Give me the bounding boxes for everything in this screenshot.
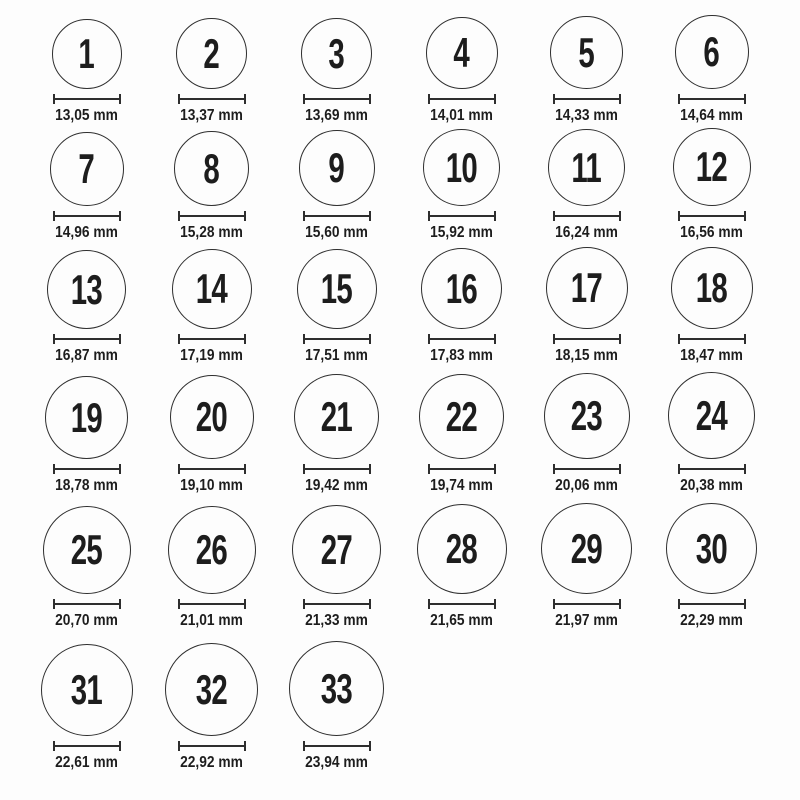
- diameter-measure-line: [303, 599, 371, 609]
- ring-circle: [541, 503, 632, 594]
- diameter-label: 22,92 mm: [180, 754, 243, 771]
- ring-size-cell: [524, 503, 649, 631]
- ring-size-number: 25: [70, 526, 103, 573]
- ring-size-number: 29: [570, 524, 603, 572]
- ring-size-number: 26: [195, 526, 228, 573]
- ring-size-number: 28: [445, 525, 478, 572]
- diameter-measure-line: [53, 599, 121, 609]
- diameter-label: 20,38 mm: [680, 477, 743, 494]
- diameter-measure-line: [678, 599, 746, 609]
- ring-size-cell: [399, 504, 524, 631]
- chart-row: [24, 243, 800, 366]
- diameter-label: 13,69 mm: [305, 107, 368, 124]
- ring-circle: [675, 15, 749, 89]
- diameter-label: 20,06 mm: [555, 477, 618, 494]
- ring-circle: [176, 18, 247, 89]
- ring-circle: [289, 641, 384, 736]
- ring-size-cell: [274, 249, 399, 366]
- diameter-measure-line: [53, 334, 121, 344]
- ring-size-number: 21: [320, 392, 353, 440]
- ring-size-number: 19: [70, 393, 103, 441]
- ring-size-cell: [24, 250, 149, 366]
- ring-size-number: 27: [320, 525, 353, 573]
- ring-size-cell: [274, 374, 399, 496]
- diameter-label: 13,37 mm: [180, 107, 243, 124]
- diameter-label: 14,64 mm: [680, 107, 743, 124]
- ring-circle: [172, 249, 252, 329]
- diameter-label: 14,96 mm: [55, 224, 118, 241]
- diameter-label: 20,70 mm: [55, 612, 118, 629]
- diameter-measure-line: [553, 211, 621, 221]
- ring-size-cell: [399, 248, 524, 366]
- ring-size-number: 31: [70, 666, 103, 713]
- diameter-measure-line: [678, 211, 746, 221]
- ring-size-cell: [399, 374, 524, 496]
- diameter-measure-line: [178, 741, 246, 751]
- ring-size-cell: [24, 644, 149, 773]
- ring-size-number: 33: [320, 664, 353, 712]
- diameter-measure-line: [178, 211, 246, 221]
- ring-circle: [41, 644, 133, 736]
- diameter-measure-line: [178, 94, 246, 104]
- ring-size-cell: [149, 506, 274, 631]
- ring-size-number: 9: [328, 144, 345, 191]
- diameter-label: 18,47 mm: [680, 347, 743, 364]
- ring-size-number: 5: [578, 28, 595, 76]
- ring-circle: [50, 132, 124, 206]
- ring-size-cell: [274, 18, 399, 126]
- ring-size-cell: [649, 128, 774, 243]
- diameter-measure-line: [178, 599, 246, 609]
- ring-size-number: 2: [203, 29, 220, 77]
- ring-circle: [47, 250, 126, 329]
- diameter-label: 21,97 mm: [555, 612, 618, 629]
- diameter-measure-line: [678, 94, 746, 104]
- ring-circle: [419, 374, 504, 459]
- diameter-label: 16,87 mm: [55, 347, 118, 364]
- ring-size-cell: [649, 372, 774, 496]
- ring-circle: [299, 130, 375, 206]
- diameter-measure-line: [53, 94, 121, 104]
- ring-size-number: 30: [695, 524, 728, 572]
- ring-size-cell: [524, 373, 649, 496]
- ring-size-number: 13: [70, 265, 103, 313]
- diameter-label: 21,65 mm: [430, 612, 493, 629]
- ring-size-cell: [274, 505, 399, 631]
- ring-size-cell: [149, 375, 274, 496]
- ring-circle: [170, 375, 254, 459]
- ring-size-number: 23: [570, 392, 603, 439]
- ring-size-number: 10: [445, 143, 478, 191]
- diameter-label: 16,24 mm: [555, 224, 618, 241]
- chart-row: [24, 4, 800, 126]
- ring-size-number: 1: [78, 30, 95, 77]
- ring-size-number: 20: [195, 393, 228, 440]
- diameter-measure-line: [53, 211, 121, 221]
- ring-circle: [421, 248, 502, 329]
- ring-circle: [417, 504, 507, 594]
- diameter-label: 13,05 mm: [55, 107, 118, 124]
- ring-size-number: 18: [695, 264, 728, 311]
- ring-circle: [671, 247, 753, 329]
- ring-size-cell: [149, 131, 274, 243]
- ring-circle: [301, 18, 372, 89]
- diameter-measure-line: [678, 464, 746, 474]
- diameter-label: 21,33 mm: [305, 612, 368, 629]
- diameter-measure-line: [553, 94, 621, 104]
- diameter-measure-line: [428, 599, 496, 609]
- diameter-label: 17,83 mm: [430, 347, 493, 364]
- ring-size-number: 7: [78, 145, 95, 192]
- ring-size-number: 14: [195, 265, 228, 312]
- chart-row: [24, 631, 800, 773]
- diameter-measure-line: [303, 464, 371, 474]
- ring-circle: [294, 374, 379, 459]
- diameter-measure-line: [553, 334, 621, 344]
- diameter-measure-line: [303, 94, 371, 104]
- diameter-label: 16,56 mm: [680, 224, 743, 241]
- ring-size-cell: [24, 506, 149, 631]
- diameter-measure-line: [428, 334, 496, 344]
- diameter-measure-line: [428, 464, 496, 474]
- diameter-label: 21,01 mm: [180, 612, 243, 629]
- ring-size-number: 32: [195, 665, 228, 713]
- ring-size-cell: [524, 16, 649, 126]
- diameter-measure-line: [53, 741, 121, 751]
- ring-size-cell: [399, 17, 524, 126]
- diameter-label: 19,10 mm: [180, 477, 243, 494]
- ring-size-cell: [149, 249, 274, 366]
- chart-row: [24, 496, 800, 631]
- ring-size-cell: [24, 132, 149, 243]
- ring-size-number: 11: [571, 143, 602, 191]
- diameter-label: 15,92 mm: [430, 224, 493, 241]
- diameter-label: 18,15 mm: [555, 347, 618, 364]
- ring-size-cell: [274, 130, 399, 243]
- ring-circle: [165, 643, 258, 736]
- diameter-label: 17,19 mm: [180, 347, 243, 364]
- diameter-label: 14,01 mm: [430, 107, 493, 124]
- ring-circle: [673, 128, 751, 206]
- ring-size-cell: [274, 641, 399, 773]
- ring-size-cell: [149, 18, 274, 126]
- ring-size-number: 24: [695, 391, 728, 439]
- diameter-measure-line: [53, 464, 121, 474]
- diameter-label: 15,60 mm: [305, 224, 368, 241]
- ring-size-number: 4: [453, 29, 470, 76]
- ring-size-cell: [24, 19, 149, 126]
- ring-circle: [43, 506, 131, 594]
- ring-size-number: 3: [328, 29, 345, 77]
- diameter-label: 14,33 mm: [555, 107, 618, 124]
- ring-size-cell: [149, 643, 274, 773]
- ring-size-cell: [524, 129, 649, 243]
- ring-size-number: 12: [695, 143, 728, 190]
- diameter-measure-line: [178, 464, 246, 474]
- ring-size-number: 8: [203, 144, 220, 192]
- ring-circle: [548, 129, 625, 206]
- ring-circle: [174, 131, 249, 206]
- ring-size-number: 16: [445, 264, 478, 312]
- diameter-measure-line: [303, 334, 371, 344]
- diameter-measure-line: [428, 94, 496, 104]
- ring-size-cell: [649, 247, 774, 366]
- ring-circle: [297, 249, 377, 329]
- ring-circle: [423, 129, 500, 206]
- ring-circle: [668, 372, 755, 459]
- diameter-label: 15,28 mm: [180, 224, 243, 241]
- chart-row: [24, 366, 800, 496]
- diameter-label: 19,42 mm: [305, 477, 368, 494]
- diameter-measure-line: [553, 599, 621, 609]
- diameter-label: 22,29 mm: [680, 612, 743, 629]
- ring-circle: [168, 506, 256, 594]
- ring-circle: [45, 376, 128, 459]
- ring-size-number: 22: [445, 392, 478, 440]
- ring-size-number: 15: [320, 265, 353, 312]
- ring-size-number: 17: [570, 264, 603, 311]
- diameter-measure-line: [303, 211, 371, 221]
- diameter-measure-line: [428, 211, 496, 221]
- ring-size-cell: [649, 15, 774, 126]
- chart-row: [24, 126, 800, 243]
- diameter-label: 19,74 mm: [430, 477, 493, 494]
- diameter-label: 22,61 mm: [55, 754, 118, 771]
- ring-circle: [544, 373, 630, 459]
- diameter-label: 18,78 mm: [55, 477, 118, 494]
- ring-circle: [426, 17, 498, 89]
- diameter-measure-line: [178, 334, 246, 344]
- ring-circle: [550, 16, 623, 89]
- diameter-measure-line: [303, 741, 371, 751]
- diameter-measure-line: [678, 334, 746, 344]
- ring-circle: [52, 19, 122, 89]
- ring-size-cell: [24, 376, 149, 496]
- ring-size-cell: [649, 503, 774, 631]
- diameter-measure-line: [553, 464, 621, 474]
- ring-size-number: 6: [703, 28, 720, 75]
- ring-circle: [666, 503, 757, 594]
- ring-circle: [292, 505, 381, 594]
- ring-circle: [546, 247, 628, 329]
- diameter-label: 17,51 mm: [305, 347, 368, 364]
- diameter-label: 23,94 mm: [305, 754, 368, 771]
- ring-size-cell: [399, 129, 524, 243]
- ring-size-cell: [524, 247, 649, 366]
